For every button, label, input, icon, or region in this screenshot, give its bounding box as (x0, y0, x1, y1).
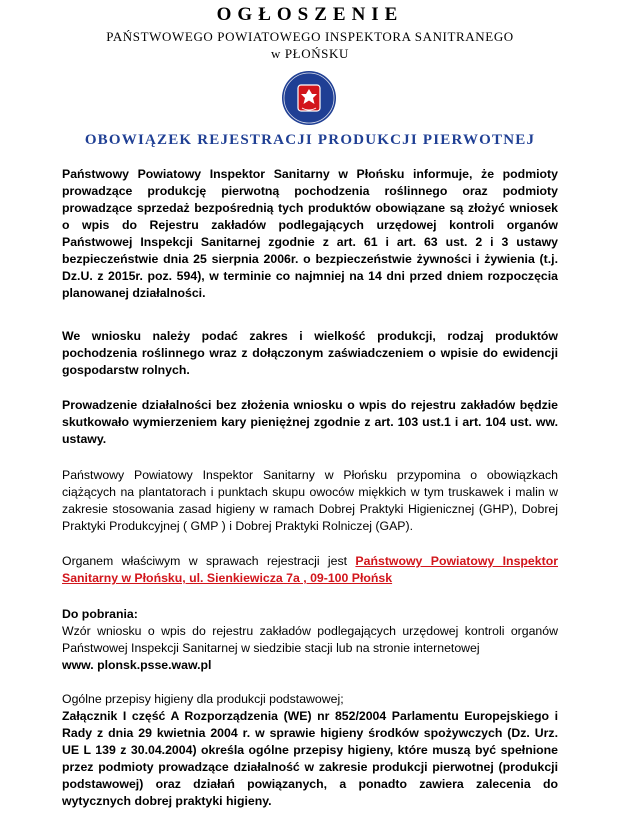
heading: OBOWIĄZEK REJESTRACJI PRODUKCJI PIERWOTNEJ (84, 132, 536, 148)
download-label: Do pobrania: (62, 607, 138, 621)
subtitle-line-2: w PŁOŃSKU (271, 46, 349, 61)
download-text: Wzór wniosku o wpis do rejestru zakładów podlegających urzędowej kontroli organów Państwowej Inspekcji Sanitarnej w siedzibie stacji lub na stronie internetowej (62, 624, 558, 655)
paragraph-competent-authority (62, 553, 558, 587)
subtitle-line-1: PAŃSTWOWEGO POWIATOWEGO INSPEKTORA SANITRANEGO (106, 29, 514, 44)
download-url[interactable]: www. plonsk.psse.waw.pl (62, 658, 212, 672)
paragraph-penalty: Prowadzenie działalności bez złożenia wniosku o wpis do rejestru zakładów będzie skutkowało wymierzeniem kary pieniężnej zgodnie z art. 103 ust.1 i art. 104 ust. ww. ustawy. (62, 398, 558, 446)
paragraph-hygiene-reminder: Państwowy Powiatowy Inspektor Sanitarny w Płońsku przypomina o obowiązkach ciążących na plantatorach i punktach skupu owoców miękkich w tym truskawek i malin w zakresie stosowania zasad higieny w ramach Dobrej Praktyki Higienicznej (GHP), Dobrej Praktyki Produkcyjnej ( GMP ) i Dobrej Praktyki Rolniczej (GAP). (62, 468, 558, 533)
notice-title: OGŁOSZENIE (216, 4, 404, 25)
download-section (62, 606, 558, 674)
regulations-section (62, 691, 558, 810)
regulations-text: Załącznik I część A Rozporządzenia (WE) nr 852/2004 Parlamentu Europejskiego i Rady z dnia 29 kwietnia 2004 r. w sprawie higieny środków spożywczych (Dz. Urz. UE L 139 z 30.04.2004) określa ogólne przepisy higieny, które muszą być spełnione przez podmioty prowadzące działalność w zakresie produkcji pierwotnej (produkcji podstawowej) oraz działań powiązanych, a ponadto zawiera zalecenia do wytycznych dobrej praktyki higieny. (62, 709, 558, 808)
paragraph-obligation: Państwowy Powiatowy Inspektor Sanitarny w Płońsku informuje, że podmioty prowadzące produkcję pierwotną pochodzenia roślinnego oraz podmioty prowadzące sprzedaż bezpośrednią tych produktów obowiązane są złożyć wniosek o wpis do Rejestru zakładów podlegających urzędowej kontroli organów Państwowej Inspekcji Sanitarnej zgodnie z art. 61 i art. 63 ust. 2 i 3 ustawy bezpieczeństwie dnia 25 sierpnia 2006r. o bezpieczeństwie żywności i żywienia (t.j. Dz.U. z 2015r. poz. 594), w terminie co najmniej na 14 dni przed dniem rozpoczęcia planowanej działalności. (62, 167, 558, 300)
authority-address-link[interactable]: Państwowy Powiatowy Inspektor Sanitarny w Płońsku, ul. Sienkiewicza 7a , 09-100 Płońsk (62, 554, 558, 585)
paragraph-application-details: We wniosku należy podać zakres i wielkość produkcji, rodzaj produktów pochodzenia roślinnego wraz z dołączonym zaświadczeniem o wpisie do ewidencji gospodarstw rolnych. (62, 329, 558, 377)
regulations-intro: Ogólne przepisy higieny dla produkcji podstawowej; (62, 692, 344, 706)
competent-authority-text: Organem właściwym w sprawach rejestracji jest (62, 554, 348, 568)
pis-emblem-icon (281, 70, 337, 126)
notice-subtitle (0, 28, 620, 62)
